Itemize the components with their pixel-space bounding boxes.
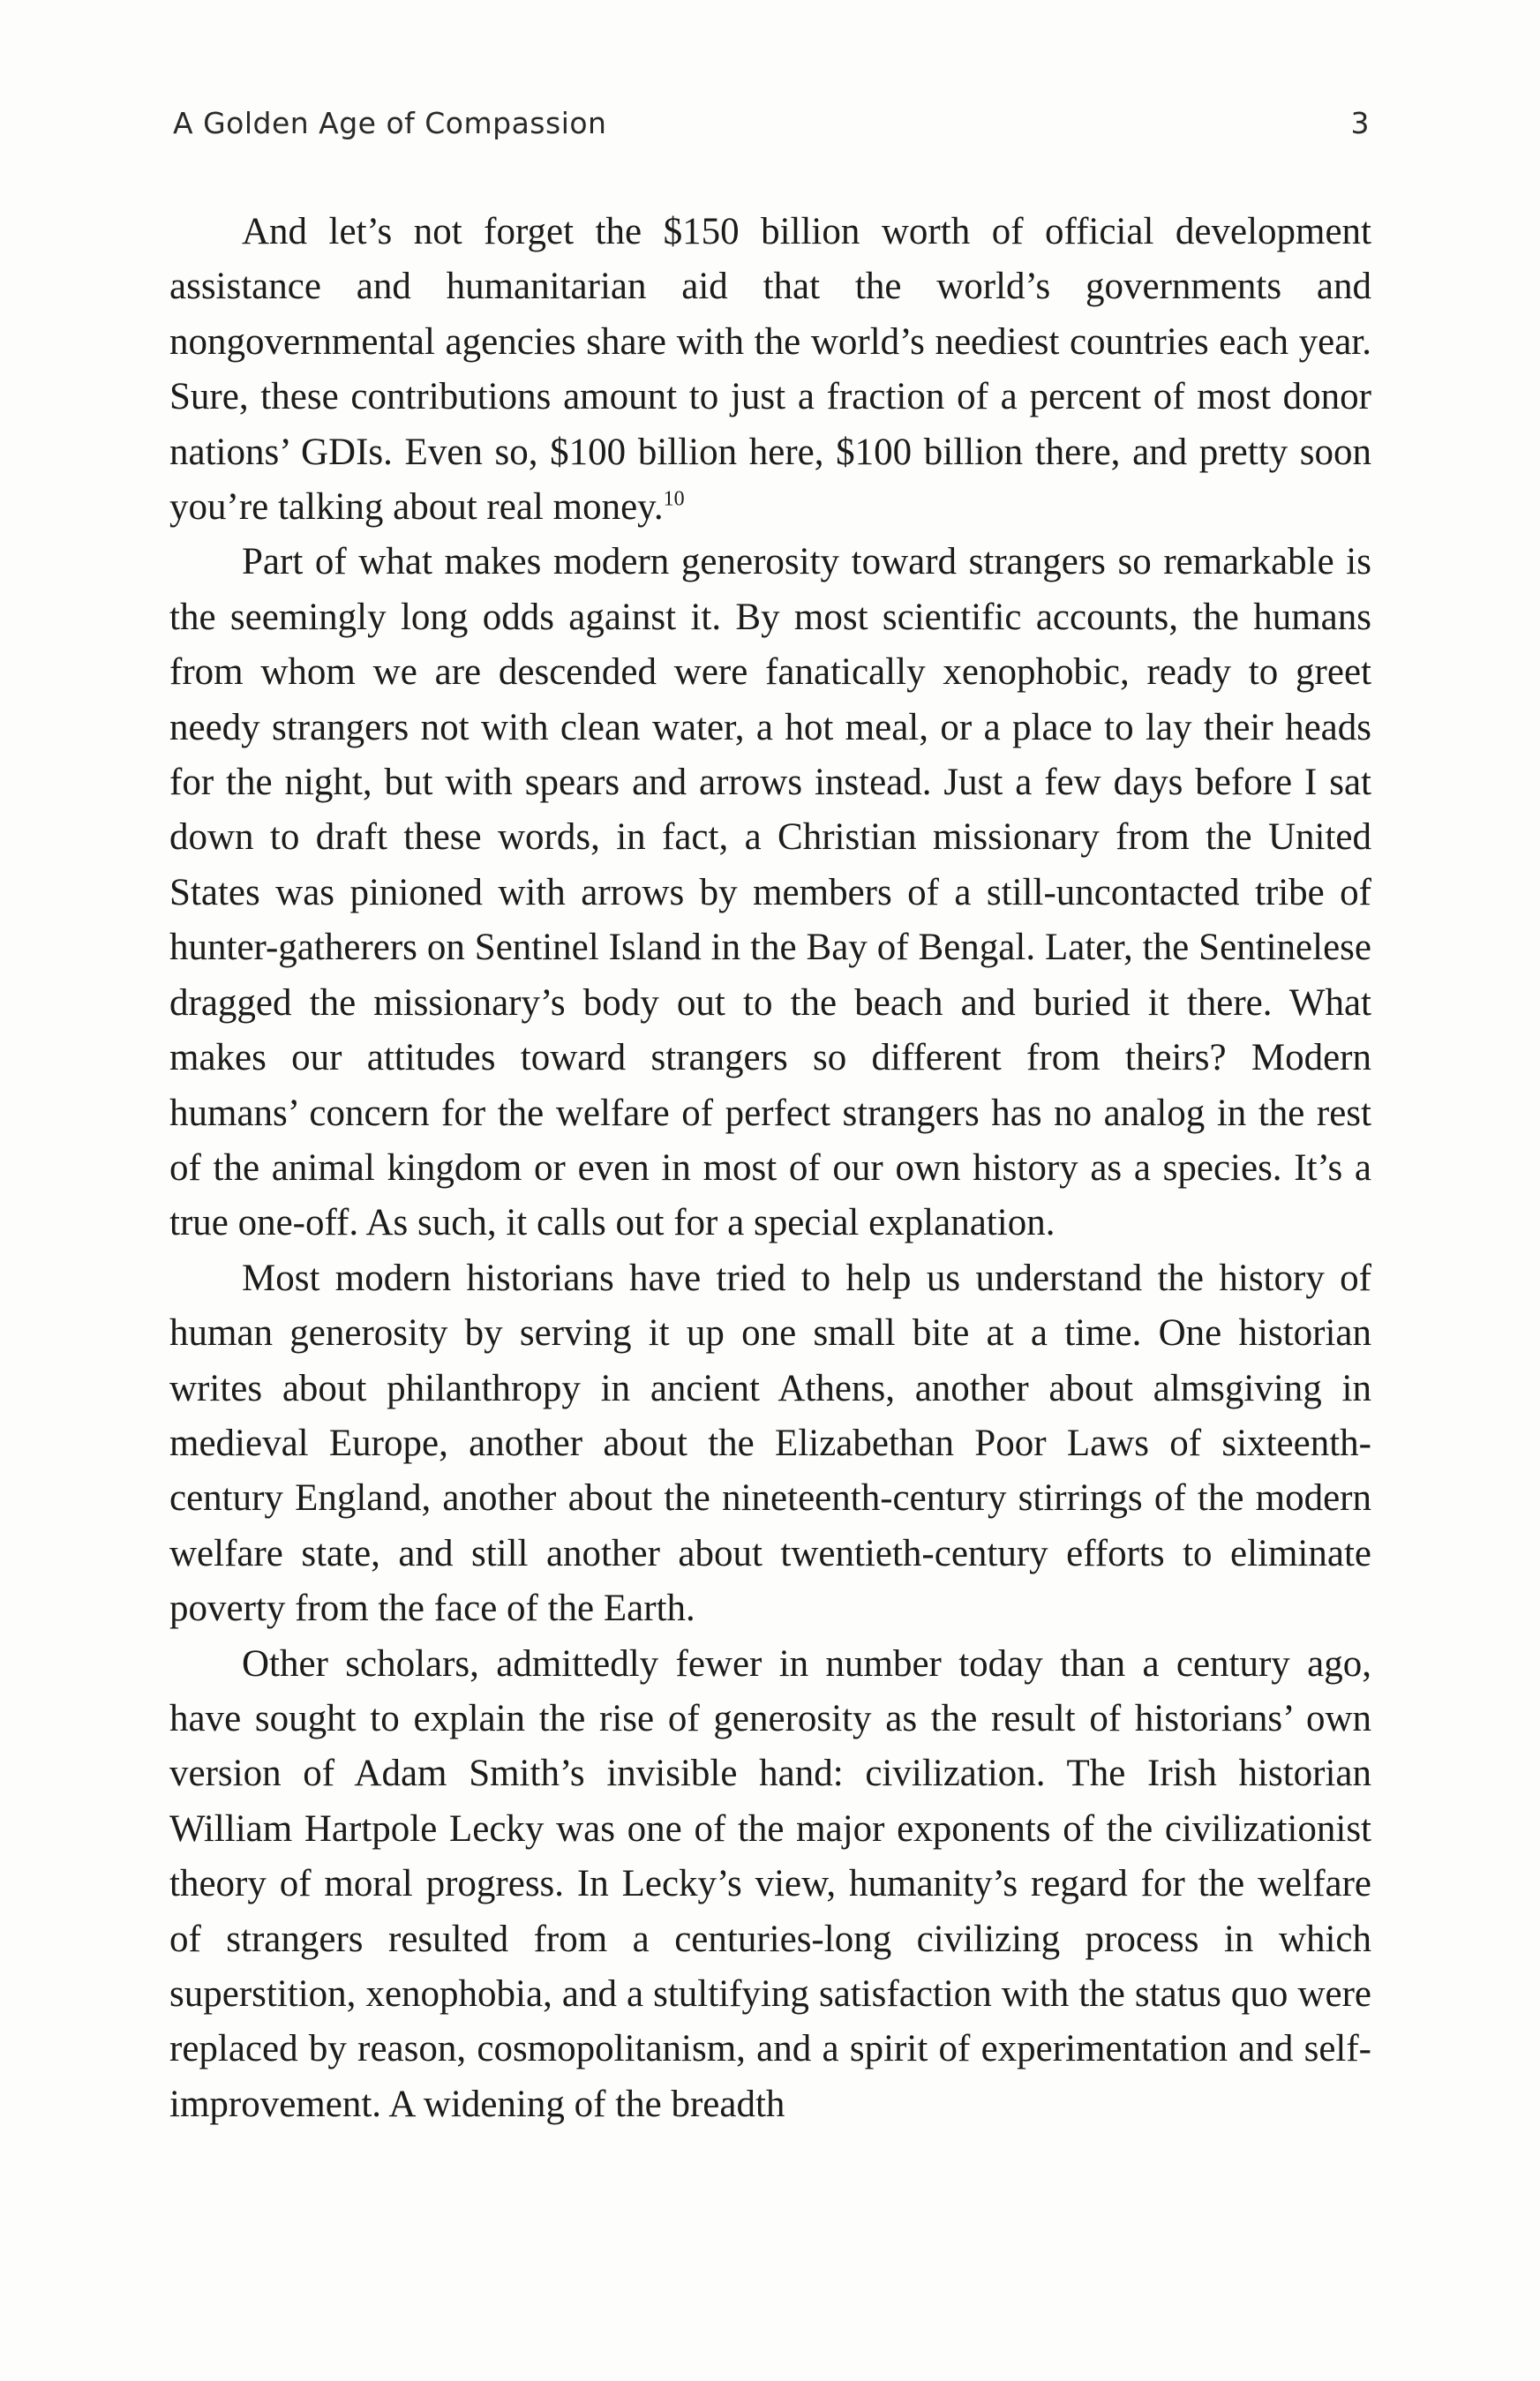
paragraph-text: Other scholars, admittedly fewer in number today than a century ago, have sought to explain the rise of generosity as the result of historians’ own version of Adam Smith’s invisible hand: civilization. The Irish historian William Hartpole Lecky was one of the major exponents of the civilizationist theory of moral progress. In Lecky’s view, humanity’s regard for the welfare of strangers resulted from a centuries-long civilizing process in which superstition, xenophobia, and a stultifying satisfaction with the status quo were replaced by reason, cosmopolitanism, and a spirit of experimentation and self-improvement. A widening of the breadth xyxy=(169,1642,1371,2125)
footnote-marker: 10 xyxy=(663,487,685,511)
chapter-title: A Golden Age of Compassion xyxy=(173,106,607,140)
page-number: 3 xyxy=(1350,106,1370,140)
paragraph xyxy=(169,1251,1371,1637)
running-head xyxy=(173,106,1370,150)
paragraph xyxy=(169,535,1371,1251)
body-text xyxy=(169,205,1371,2132)
paragraph-text: Part of what makes modern generosity toward strangers so remarkable is the seemingly long odds against it. By most scientific accounts, the humans from whom we are descended were fanatically xenophobic, ready to greet needy strangers not with clean water, a hot meal, or a place to lay their heads for the night, but with spears and arrows instead. Just a few days before I sat down to draft these words, in fact, a Christian missionary from the United States was pinioned with arrows by members of a still-uncontacted tribe of hunter-gatherers on Sentinel Island in the Bay of Bengal. Later, the Sentinelese dragged the missionary’s body out to the beach and buried it there. What makes our attitudes toward strangers so different from theirs? Modern humans’ concern for the welfare of perfect strangers has no analog in the rest of the animal kingdom or even in most of our own history as a species. It’s a true one-off. As such, it calls out for a special explanation. xyxy=(169,541,1371,1244)
paragraph-text: Most modern historians have tried to help us understand the history of human generosity by serving it up one small bite at a time. One historian writes about philanthropy in ancient Athens, another about almsgiving in medieval Europe, another about the Elizabethan Poor Laws of sixteenth-century England, another about the nineteenth-century stirrings of the modern welfare state, and still another about twentieth-century efforts to eliminate poverty from the face of the Earth. xyxy=(169,1257,1371,1630)
paragraph xyxy=(169,1637,1371,2133)
paragraph-text: And let’s not forget the $150 billion worth of official development assistance and humanitarian aid that the world’s governments and nongovernmental agencies share with the world’s neediest countries each year. Sure, these contributions amount to just a fraction of a percent of most donor nations’ GDIs. Even so, $100 billion here, $100 billion there, and pretty soon you’re talking about real money. xyxy=(169,211,1371,529)
paragraph xyxy=(169,205,1371,535)
